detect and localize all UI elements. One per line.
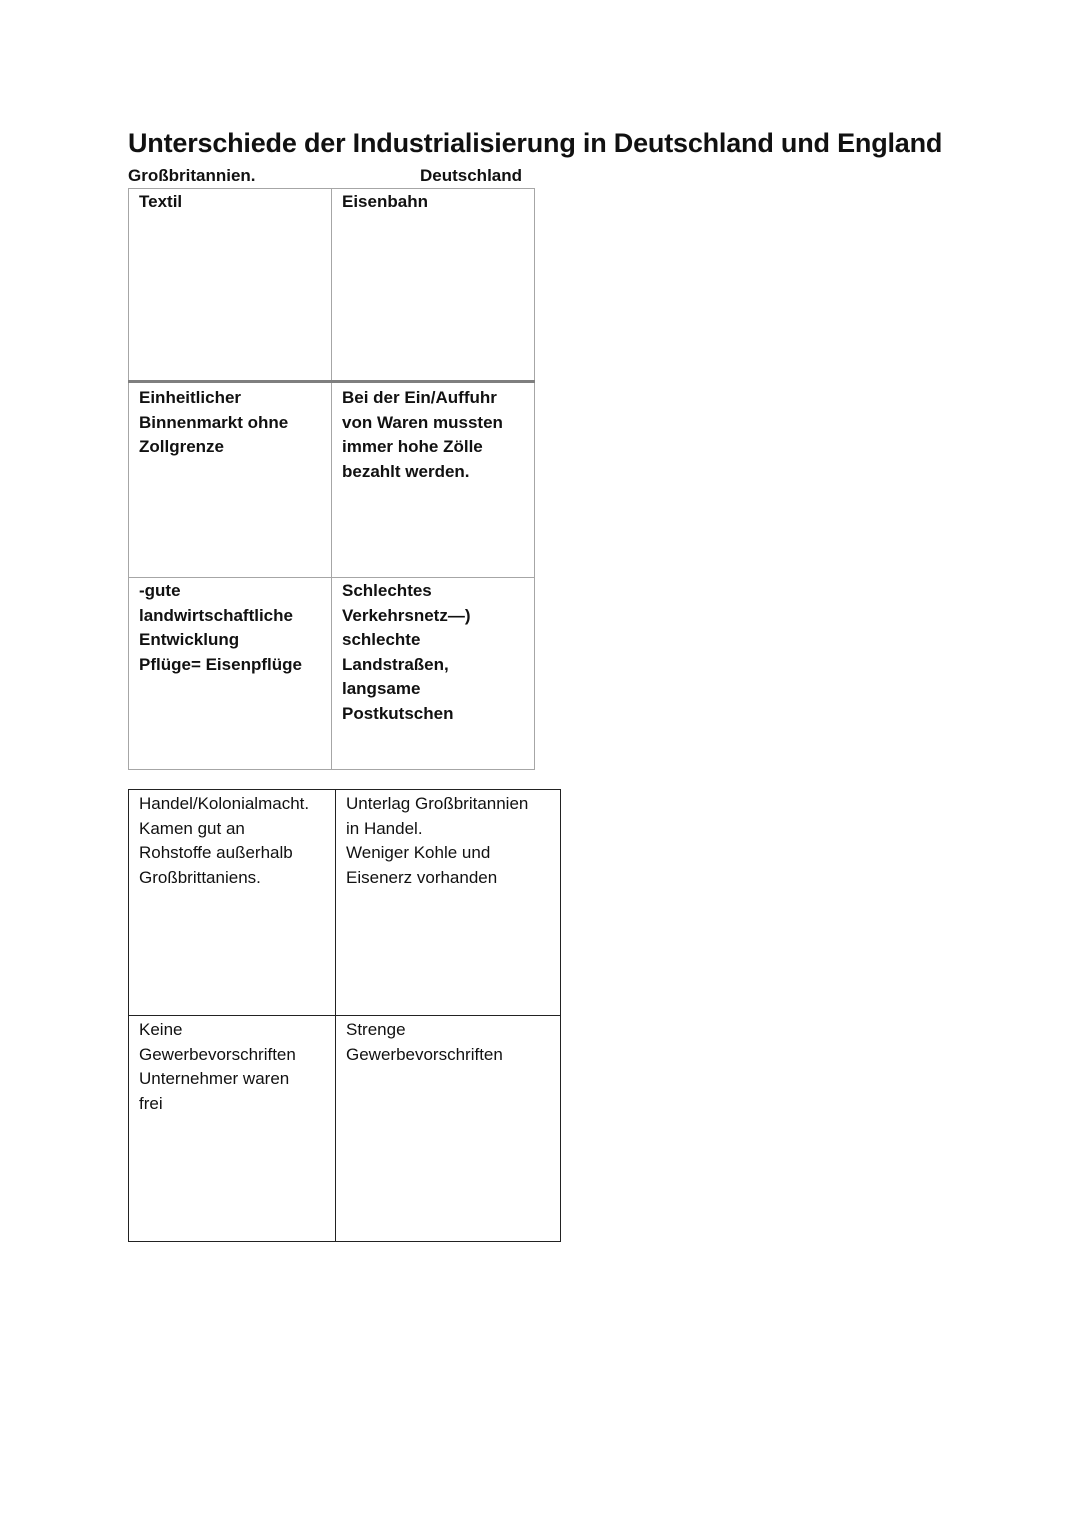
cell-grossbritannien: Keine Gewerbevorschriften Unternehmer waren frei [129,1016,336,1242]
cell-grossbritannien: Einheitlicher Binnenmarkt ohne Zollgrenze [129,382,332,578]
cell-grossbritannien: Handel/Kolonialmacht. Kamen gut an Rohstoffe außerhalb Großbrittaniens. [129,790,336,1016]
comparison-table-1 [128,188,535,770]
page-title: Unterschiede der Industrialisierung in Deutschland und England [128,128,943,158]
cell-deutschland: Bei der Ein/Auffuhr von Waren mussten immer hohe Zölle bezahlt werden. [332,382,535,578]
table-row [129,382,535,578]
table-row [129,790,561,1016]
cell-deutschland: Schlechtes Verkehrsnetz—) schlechte Landstraßen, langsame Postkutschen [332,578,535,770]
cell-deutschland: Unterlag Großbritannien in Handel. Weniger Kohle und Eisenerz vorhanden [336,790,561,1016]
cell-deutschland: Eisenbahn [332,189,535,382]
cell-grossbritannien: Textil [129,189,332,382]
comparison-table-2 [128,789,561,1242]
table-row [129,189,535,382]
table-row [129,578,535,770]
column-heading-deutschland: Deutschland [420,166,523,185]
cell-deutschland: Strenge Gewerbevorschriften [336,1016,561,1242]
cell-grossbritannien: -gute landwirtschaftliche Entwicklung Pflüge= Eisenpflüge [129,578,332,770]
table-row [129,1016,561,1242]
column-heading-grossbritannien: Großbritannien. [128,166,256,185]
